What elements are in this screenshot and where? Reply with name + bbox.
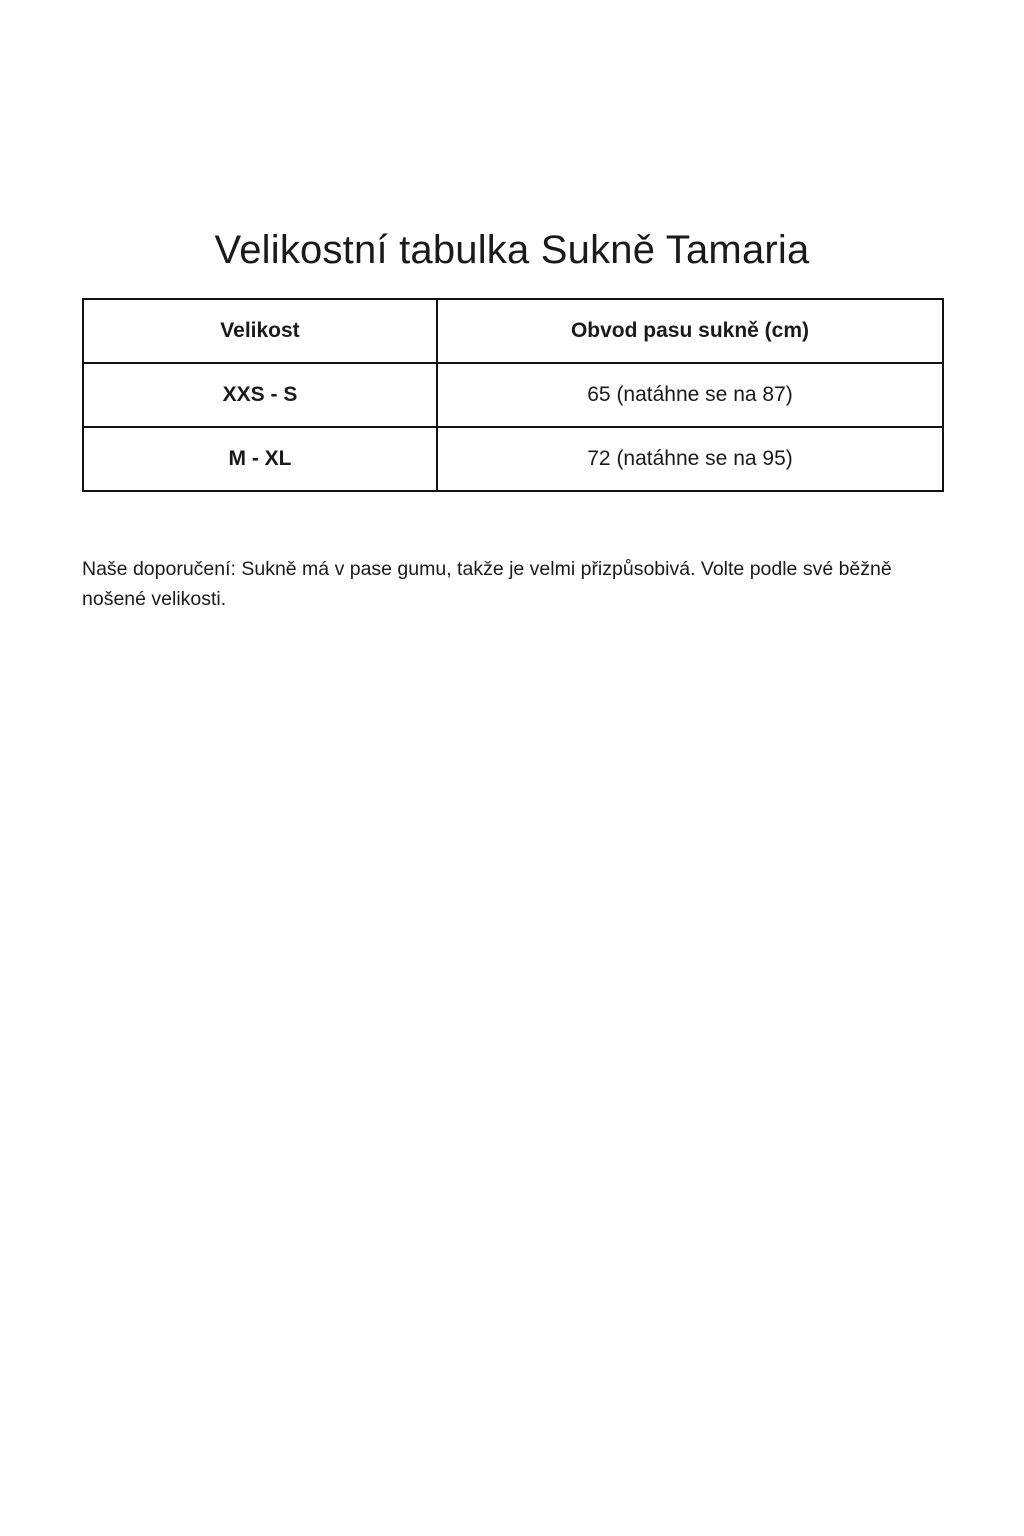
page-title: Velikostní tabulka Sukně Tamaria <box>214 228 810 272</box>
size-cell: XXS - S <box>83 363 437 427</box>
waist-cell: 65 (natáhne se na 87) <box>437 363 943 427</box>
table-row <box>83 427 943 491</box>
size-table <box>82 298 944 492</box>
table-row <box>83 363 943 427</box>
table-header-row <box>83 299 943 363</box>
size-cell: M - XL <box>83 427 437 491</box>
recommendation-note: Naše doporučení: Sukně má v pase gumu, takže je velmi přizpůsobivá. Volte podle své běžně nošené velikosti. <box>82 558 892 610</box>
waist-cell: 72 (natáhne se na 95) <box>437 427 943 491</box>
column-header-waist: Obvod pasu sukně (cm) <box>437 299 943 363</box>
column-header-size: Velikost <box>83 299 437 363</box>
